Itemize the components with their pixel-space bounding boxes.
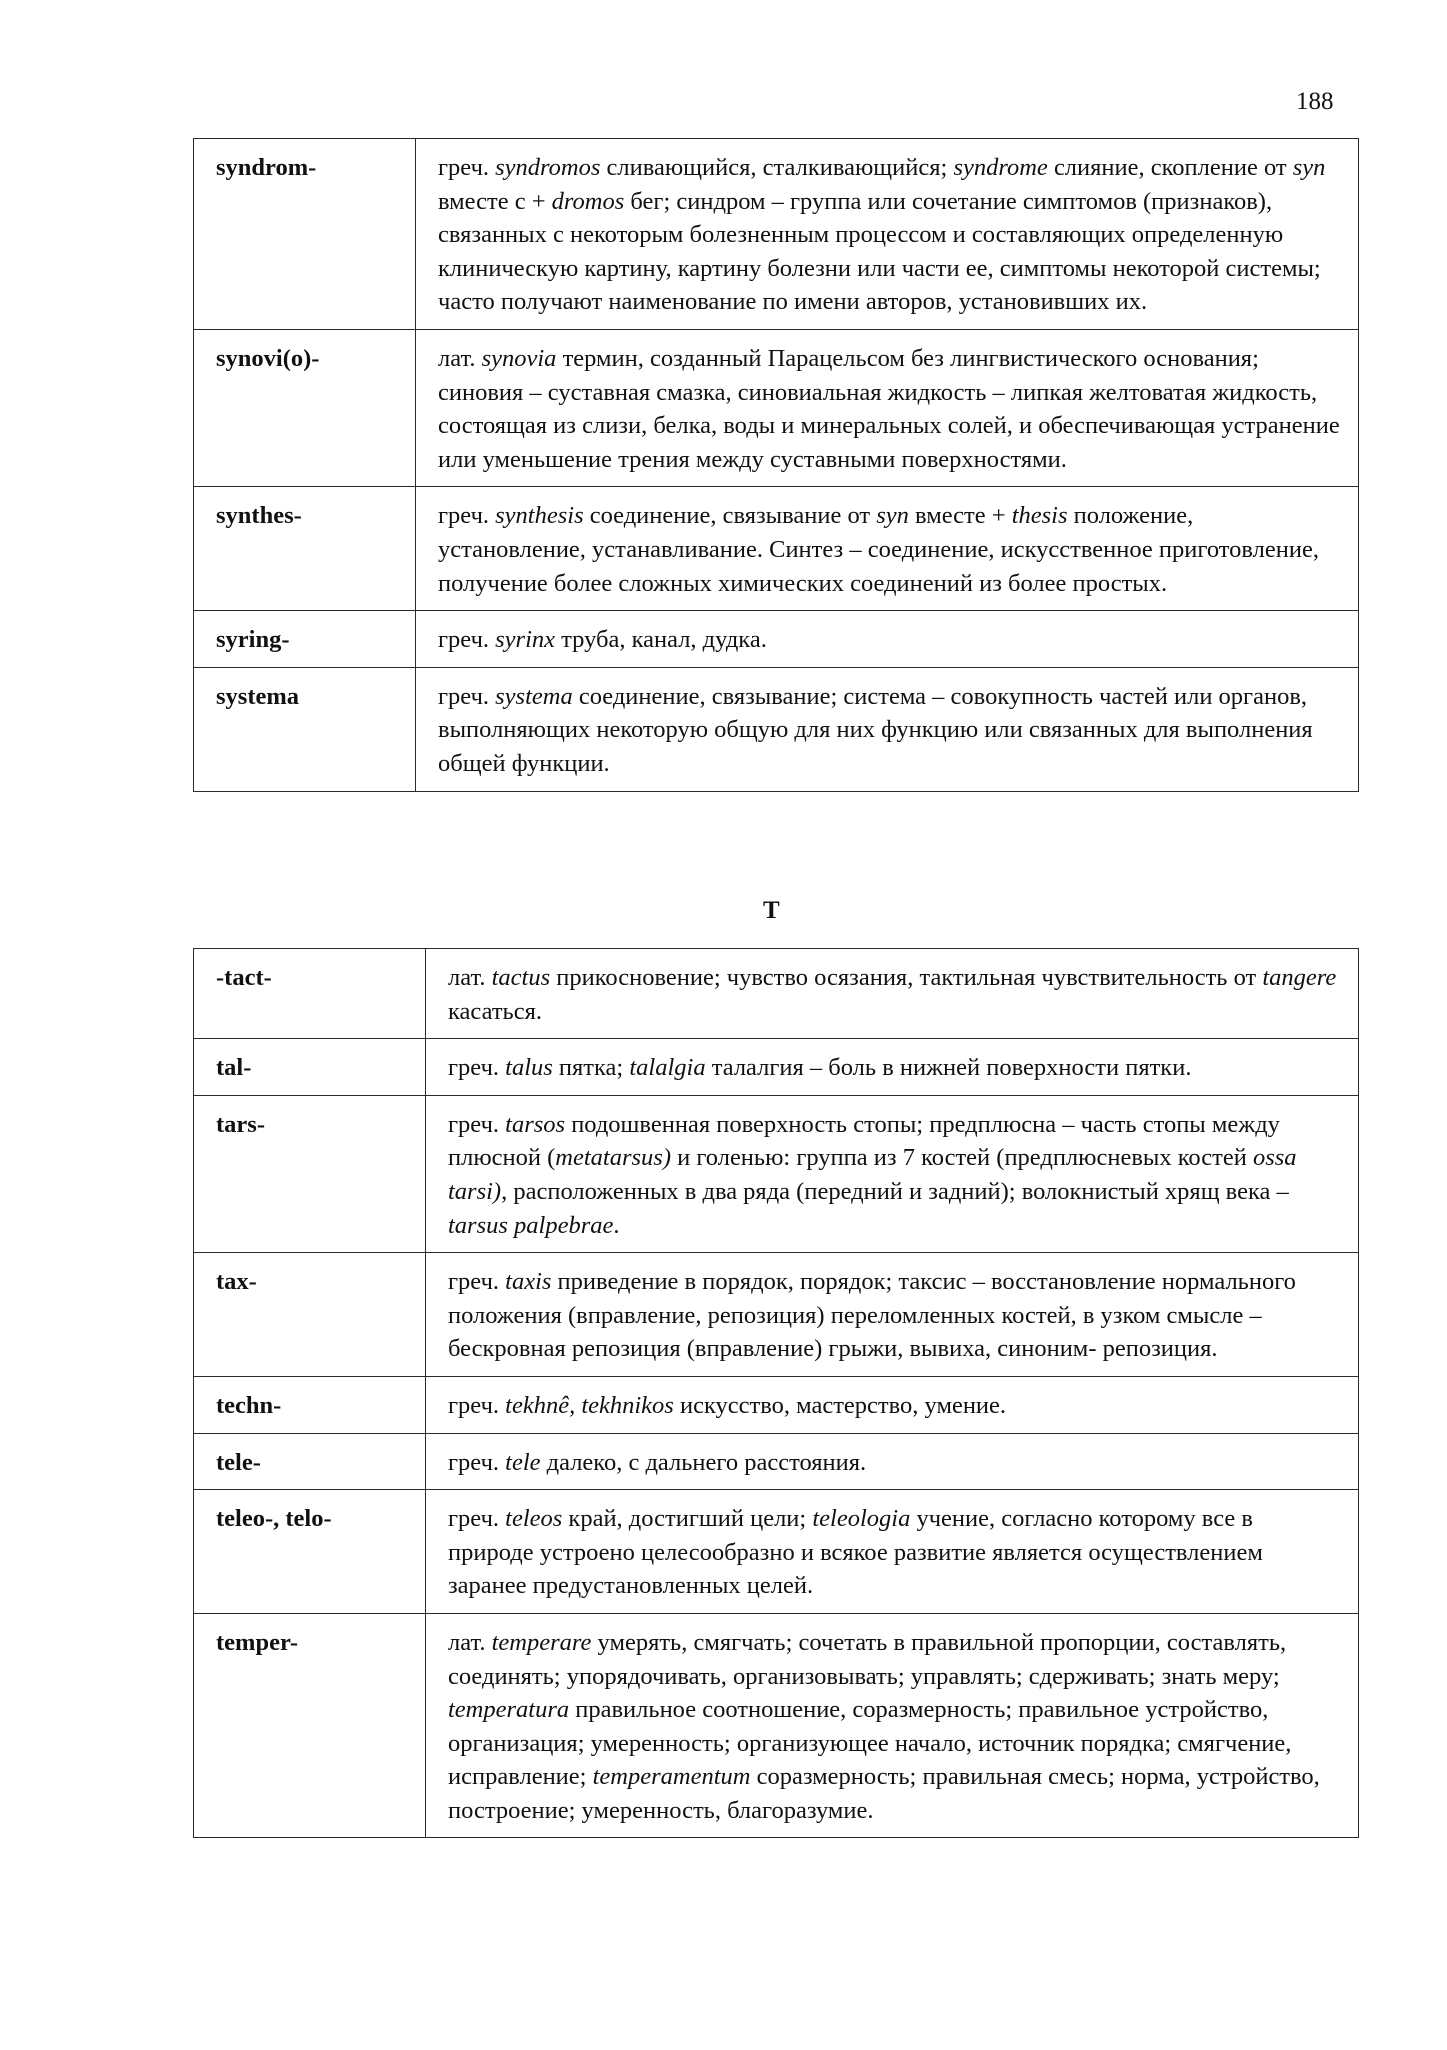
definition-text: и голенью: группа из 7 костей (предплюсневых костей <box>670 1144 1253 1172</box>
definition-text: соединение, связывание от <box>583 502 877 530</box>
definition-text: подошвенная поверхность стопы; предплюсна – часть стопы между плюсной ( <box>448 1110 1280 1172</box>
table-row <box>194 667 1359 791</box>
definition-cell <box>416 611 1359 668</box>
glossary-table-body <box>194 949 1359 1838</box>
term-cell: teleo-, telo- <box>194 1490 426 1614</box>
definition-italic-text: dromos <box>551 187 625 215</box>
definition-cell <box>426 1376 1359 1433</box>
definition-italic-text: thesis <box>1011 502 1068 530</box>
definition-italic-text: syn <box>1292 154 1326 181</box>
definition-italic-text: syn <box>876 502 909 530</box>
definition-text: греч. <box>438 154 496 181</box>
definition-text: бег; синдром – группа или сочетание симптомов (признаков), связанных с некоторым болезненным процессом и составляющих определенную клиническую картину, картину болезни или части ее, симптомы некоторой системы; часто получают наименование по имени авторов, установивших их. <box>438 187 1321 316</box>
table-row <box>194 1376 1359 1433</box>
table-row <box>194 1433 1359 1490</box>
definition-cell <box>416 487 1359 611</box>
term-cell: tars- <box>194 1095 426 1252</box>
definition-text: лат. <box>448 964 492 991</box>
definition-text: приведение в порядок, порядок; таксис – восстановление нормального положения (вправление, репозиция) переломленных костей, в узком смысле – бескровная репозиция (вправление) грыжи, вывиха, синоним- репозиция. <box>448 1268 1296 1363</box>
table-row <box>194 329 1359 486</box>
definition-italic-text: tactus <box>491 964 551 991</box>
term-cell: tele- <box>194 1433 426 1490</box>
definition-text: умерять, смягчать; сочетать в правильной пропорции, составлять, соединять; упорядочивать, организовывать; управлять; сдерживать; знать меру; <box>448 1628 1287 1690</box>
table-row <box>194 1613 1359 1838</box>
definition-text: далеко, с дальнего расстояния. <box>540 1448 867 1476</box>
definition-text: греч. <box>438 502 496 530</box>
definition-text: . <box>613 1211 620 1239</box>
term-cell: syndrom- <box>194 139 416 330</box>
definition-text: термин, созданный Парацельсом без лингвистического основания; синовия – суставная смазка, синовиальная жидкость – липкая желтоватая жидкость, состоящая из слизи, белка, воды и минеральных солей, и обеспечивающая устранение или уменьшение трения между суставными поверхностями. <box>438 344 1340 473</box>
definition-cell <box>426 1253 1359 1377</box>
definition-text: учение, согласно которому все в природе устроено целесообразно и всякое развитие является осуществлением заранее предустановленных целей. <box>448 1505 1263 1600</box>
definition-italic-text: talalgia <box>629 1054 706 1082</box>
definition-italic-text: teleologia <box>812 1505 911 1533</box>
definition-italic-text: syrinx <box>495 626 556 654</box>
term-cell: temper- <box>194 1613 426 1838</box>
definition-italic-text: taxis <box>505 1268 552 1296</box>
definition-italic-text: temperare <box>491 1628 592 1656</box>
definition-text: талалгия – боль в нижней поверхности пятки. <box>705 1054 1192 1082</box>
page-number: 188 <box>1296 88 1334 115</box>
definition-text: греч. <box>448 1505 506 1533</box>
definition-italic-text: teleos <box>505 1505 563 1533</box>
definition-text: касаться. <box>448 997 542 1025</box>
definition-italic-text: talus <box>505 1054 553 1082</box>
definition-cell <box>426 1095 1359 1252</box>
definition-cell <box>426 1490 1359 1614</box>
term-cell: synthes- <box>194 487 416 611</box>
table-row <box>194 1490 1359 1614</box>
definition-text: греч. <box>438 626 496 654</box>
term-cell: tal- <box>194 1039 426 1096</box>
definition-text: искусство, мастерство, умение. <box>673 1391 1007 1419</box>
table-row <box>194 611 1359 668</box>
definition-text: прикосновение; чувство осязания, тактильная чувствительность от <box>550 964 1263 991</box>
definition-text: греч. <box>448 1448 506 1476</box>
table-row <box>194 1095 1359 1252</box>
definition-cell <box>426 1613 1359 1838</box>
term-cell: systema <box>194 667 416 791</box>
definition-cell <box>426 1039 1359 1096</box>
definition-italic-text: tekhnê, tekhnikos <box>505 1391 674 1419</box>
definition-cell <box>416 139 1359 330</box>
definition-cell <box>426 1433 1359 1490</box>
definition-text: греч. <box>448 1391 506 1419</box>
definition-text: греч. <box>448 1268 506 1296</box>
definition-italic-text: systema <box>495 682 573 710</box>
definition-italic-text: tarsus palpebrae <box>448 1211 614 1239</box>
definition-text: лат. <box>438 344 482 372</box>
term-cell: techn- <box>194 1376 426 1433</box>
definition-italic-text: tarsos <box>505 1110 566 1138</box>
definition-italic-text: syndromos <box>495 154 601 181</box>
definition-cell <box>416 667 1359 791</box>
term-cell: synovi(o)- <box>194 329 416 486</box>
definition-text: соединение, связывание; система – совокупность частей или органов, выполняющих некоторую общую для них функцию или связанных для выполнения общей функции. <box>438 682 1313 777</box>
term-cell: syring- <box>194 611 416 668</box>
section-letter: T <box>763 897 780 924</box>
glossary-table-body <box>194 139 1359 792</box>
definition-text: вместе с + <box>438 187 552 215</box>
definition-italic-text: tangere <box>1262 964 1337 991</box>
glossary-table-s <box>193 138 1359 792</box>
definition-text: греч. <box>448 1110 506 1138</box>
definition-text: пятка; <box>552 1054 630 1082</box>
definition-text: слияние, скопление от <box>1047 154 1293 181</box>
table-row <box>194 1253 1359 1377</box>
definition-text: греч. <box>448 1054 506 1082</box>
definition-text: лат. <box>448 1628 492 1656</box>
definition-text: положение, установление, устанавливание. Синтез – соединение, искусственное приготовление, получение более сложных химических соединений из более простых. <box>438 502 1319 597</box>
table-row <box>194 1039 1359 1096</box>
definition-text: греч. <box>438 682 496 710</box>
definition-italic-text: metatarsus) <box>555 1144 671 1172</box>
definition-text: , расположенных в два ряда (передний и задний); волокнистый хрящ века – <box>501 1177 1289 1205</box>
definition-italic-text: tele <box>505 1448 541 1476</box>
glossary-table-t <box>193 948 1359 1838</box>
table-row <box>194 139 1359 330</box>
term-cell: -tact- <box>194 949 426 1039</box>
definition-cell <box>426 949 1359 1039</box>
definition-italic-text: ossa tarsi) <box>448 1144 1297 1205</box>
definition-italic-text: syndrome <box>953 154 1048 181</box>
term-cell: tax- <box>194 1253 426 1377</box>
definition-text: вместе + <box>908 502 1012 530</box>
definition-italic-text: temperamentum <box>592 1763 751 1791</box>
definition-italic-text: temperatura <box>448 1696 570 1724</box>
definition-italic-text: synthesis <box>495 502 584 530</box>
table-row <box>194 487 1359 611</box>
table-row <box>194 949 1359 1039</box>
definition-text: труба, канал, дудка. <box>555 626 767 654</box>
definition-text: сливающийся, сталкивающийся; <box>600 154 954 181</box>
definition-text: край, достигший цели; <box>562 1505 813 1533</box>
definition-cell <box>416 329 1359 486</box>
definition-text: правильное соотношение, соразмерность; правильное устройство, организация; умеренность; организующее начало, источник порядка; смягчение, исправление; <box>448 1696 1292 1791</box>
definition-text: соразмерность; правильная смесь; норма, устройство, построение; умеренность, благоразумие. <box>448 1763 1320 1824</box>
definition-italic-text: synovia <box>481 344 557 372</box>
